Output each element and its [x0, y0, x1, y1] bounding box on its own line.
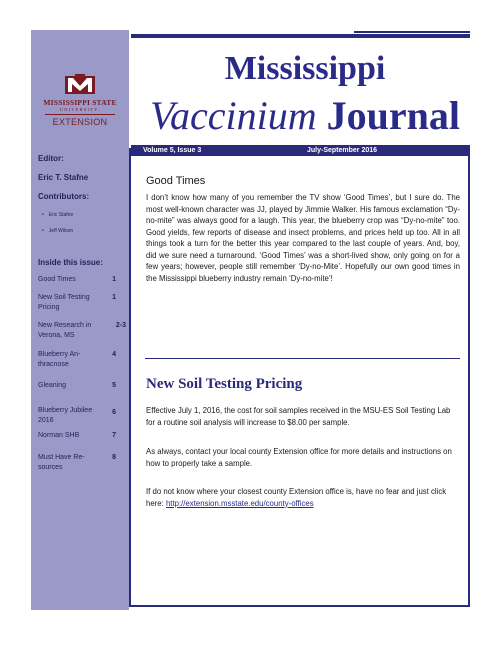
masthead-journal: Journal: [326, 93, 460, 138]
soil-pricing-paragraph-1: Effective July 1, 2016, the cost for soil samples received in the MSU-ES Soil Testing Lab for a routine soil analysis will increase to $8.00 per sample.: [146, 406, 451, 427]
county-offices-link[interactable]: http://extension.msstate.edu/county-offices: [165, 498, 314, 508]
issue-volume: Volume 5, Issue 3: [143, 147, 202, 154]
toc-item-page: 4: [112, 351, 116, 358]
masthead-rule-thin: [354, 31, 470, 33]
toc-item[interactable]: [38, 406, 126, 425]
msu-m-icon: [63, 74, 97, 96]
toc-item[interactable]: [38, 321, 126, 340]
masthead-vaccinium: Vaccinium: [150, 93, 317, 138]
issue-date: July-September 2016: [307, 147, 378, 154]
toc-item-page: 6: [112, 409, 116, 416]
toc-item-page: 7: [112, 432, 116, 439]
logo-extension: EXTENSION: [52, 117, 108, 127]
article-divider: [145, 358, 460, 359]
content-frame-right: [468, 148, 470, 607]
logo-subline: UNIVERSITY.: [59, 107, 101, 112]
masthead-rule: [131, 34, 470, 38]
masthead-title-line1: Mississippi: [224, 50, 386, 87]
toc-item-page: 8: [112, 454, 116, 461]
contributors-label: Contributors:: [38, 192, 90, 201]
toc-item[interactable]: [38, 293, 126, 312]
toc-item-title: Blueberry Jubilee 2016: [38, 407, 93, 424]
issue-bar: [131, 145, 470, 156]
editor-name: Eric T. Stafne: [38, 173, 89, 182]
toc-label: Inside this issue:: [38, 258, 103, 267]
toc-item-title: Blueberry An-thracnose: [38, 351, 81, 368]
content-frame-left: [129, 148, 131, 607]
toc-item-page: 5: [112, 382, 116, 389]
content-frame-bottom: [129, 605, 470, 607]
toc-item[interactable]: [38, 453, 126, 472]
contributor-item: • Eric Stafne: [42, 212, 73, 218]
toc-item-page: 1: [112, 294, 116, 301]
good-times-body: I don’t know how many of you remember the TV show ‘Good Times’, but I sure do. The most well-known character was JJ, played by Jimmie Walker. His famous exclamation “Dy-no-mite” was always good for a laugh. This year, the blueberry crop was “Dy-no-mite” too. Good yields, few reports of disease and insect problems, and prices held up too. All in all things took a turn for the better this year compared to the last couple of years. And, boy, did we sure need a turnaround. ‘Good Times’ was a short-lived show, only going on for a few years; however, people still remember ‘Dy-no-Mite’. Hopefully our own good times in the Mississippi blueberry industry remain ‘Dy-no-mite’!: [146, 193, 460, 283]
toc-item-title: Gleaning: [38, 382, 67, 389]
toc-item-title: Must Have Re-sources: [38, 454, 85, 471]
toc-item[interactable]: [38, 350, 126, 369]
toc-item[interactable]: [38, 275, 126, 285]
logo-rule: [45, 114, 115, 115]
good-times-heading: Good Times: [146, 175, 206, 187]
soil-pricing-heading: New Soil Testing Pricing: [146, 376, 303, 392]
masthead-title-line2: [140, 94, 470, 138]
logo-university: MISSISSIPPI STATE: [43, 98, 117, 107]
contributor-item: • Jeff Wilson: [42, 228, 73, 234]
toc-item[interactable]: [38, 381, 126, 391]
toc-item-title: Norman SHB: [38, 432, 80, 439]
sidebar: [31, 30, 129, 610]
toc-item-page: 1: [112, 276, 116, 283]
toc-item-title: Good Times: [38, 276, 76, 283]
toc-item-title: New Research in Verona, MS: [38, 322, 92, 339]
toc-item-page: 2-3: [115, 322, 126, 329]
toc-item-title: New Soil Testing Pricing: [38, 294, 90, 311]
editor-label: Editor:: [38, 154, 64, 163]
toc-item[interactable]: [38, 431, 126, 441]
soil-pricing-paragraph-2: As always, contact your local county Extension office for more details and instructions on how to properly take a sample.: [146, 447, 452, 468]
soil-pricing-paragraph-3-text: If do not know where your closest county Extension office is, have no fear and just click here:: [146, 487, 447, 508]
soil-pricing-paragraph-3: [146, 486, 458, 509]
msu-extension-logo: [31, 74, 129, 127]
